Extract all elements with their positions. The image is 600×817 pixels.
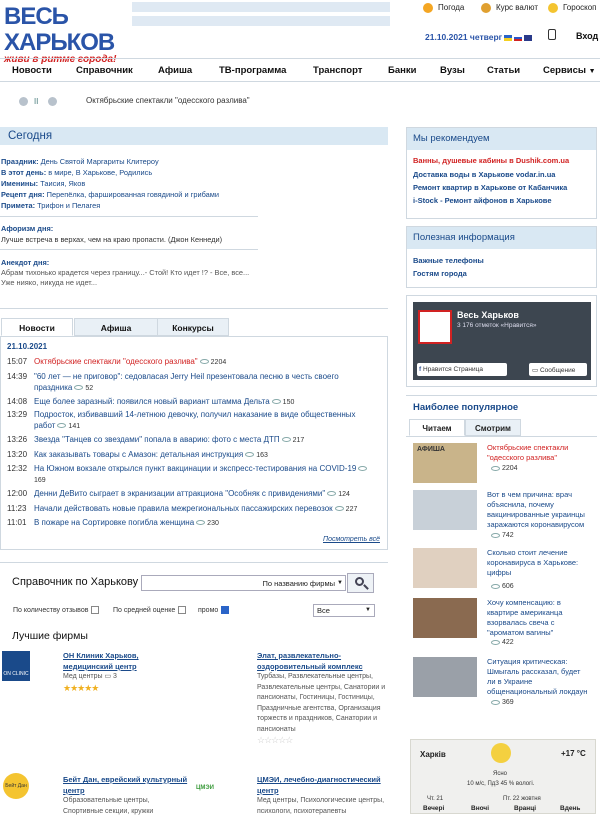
horoscope-link[interactable]: Гороскоп [548, 3, 597, 13]
weather-details: 10 м/с, ПдЗ 45 % вологі. [467, 781, 535, 787]
popular-title[interactable]: Сколько стоит лечение коронавируса в Харькове: цифры [487, 548, 579, 577]
weather-temp: +17 °C [561, 749, 586, 758]
thumbnail[interactable] [413, 490, 477, 530]
today-row: Именины: Таисия, Яков [1, 179, 86, 188]
news-headline[interactable]: Подросток, избивавший 14-летнюю девочку, получил наказание в виде общественных работ 141 [34, 410, 356, 430]
tab-news[interactable]: Новости [1, 318, 73, 336]
weather-widget[interactable] [410, 739, 596, 814]
flag-ua-icon[interactable] [504, 35, 512, 41]
view-count: 150 [282, 399, 295, 406]
recommend-link[interactable]: Доставка воды в Харькове vodar.in.ua [413, 170, 556, 179]
nav-directory[interactable]: Справочник [76, 65, 133, 76]
news-headline[interactable]: Октябрьские спектакли "одесского разлива" 2204 [34, 357, 227, 366]
news-time: 12:32 [7, 464, 28, 473]
flag-ru-icon[interactable] [514, 35, 522, 41]
eye-icon [282, 437, 291, 442]
firm-name[interactable]: Элат, развлекательно-оздоровительный комплекс [257, 651, 363, 671]
eye-icon [272, 399, 281, 404]
news-headline[interactable]: Начали действовать новые правила межрегиональных пассажирских перевозок 227 [34, 504, 358, 513]
popular-item[interactable] [413, 657, 593, 706]
view-count: 2204 [210, 359, 227, 366]
today-row: Праздник: День Святой Маргариты Клитерoу [1, 157, 159, 166]
eye-icon [57, 423, 66, 428]
today-row: Рецепт дня: Перепёлка, фаршированная говядиной и грибами [1, 190, 219, 199]
view-count: 141 [68, 423, 81, 430]
useful-title: Полезная информация [407, 227, 596, 249]
eye-icon [358, 466, 367, 471]
firm-name[interactable]: Бейт Дан, еврейский культурный центр [63, 775, 188, 795]
popular-item[interactable] [413, 490, 593, 539]
message-icon: ▭ [532, 367, 539, 374]
fb-like-button[interactable]: f Нравится Страница [417, 363, 507, 376]
weather-part: Вранці [514, 805, 537, 812]
news-time: 13:20 [7, 450, 28, 459]
firm-logo[interactable]: ЦМЭИ [196, 785, 214, 791]
anecdote-label: Анекдот дня: [1, 258, 50, 267]
chevron-down-icon: ▼ [337, 580, 343, 586]
thumbnail[interactable] [413, 548, 477, 588]
nav-tv[interactable]: ТВ-программа [219, 65, 287, 76]
ticker-next-icon[interactable] [48, 97, 57, 106]
thumbnail[interactable] [413, 598, 477, 638]
eye-icon [491, 700, 500, 705]
filter-reviews[interactable]: По количеству отзывов [13, 606, 99, 614]
directory-search-input[interactable] [141, 575, 346, 591]
avatar[interactable] [418, 310, 452, 344]
useful-link[interactable]: Гостям города [413, 269, 467, 278]
anecdote-text: Абрам тихонько крадется через границу...- Стой! Кто идет !? - Все, все... Уже нияко, никуда не идет... [1, 268, 250, 287]
eye-icon [491, 533, 500, 538]
logo-slogan: живи в ритме города! [4, 54, 117, 65]
chevron-down-icon: ▼ [365, 607, 371, 613]
eye-icon [335, 506, 344, 511]
fb-page-name[interactable]: Весь Харьков [457, 310, 519, 320]
divider [0, 216, 258, 217]
eye-icon [491, 466, 500, 471]
firm-categories: Мед центры, Психологические центры, психологи, психотерапевты [257, 797, 385, 815]
popular-item[interactable] [413, 548, 593, 592]
recommend-link[interactable]: i-Stock - Ремонт айфонов в Харькове [413, 196, 552, 205]
nav-news[interactable]: Новости [12, 65, 52, 76]
firm-card [63, 651, 183, 693]
recommend-link[interactable]: Ремонт квартир в Харькове от Кабанчика [413, 183, 568, 192]
tab-contests[interactable]: Конкурсы [157, 318, 229, 336]
login-link[interactable]: Вход [576, 31, 599, 41]
news-headline[interactable]: Еще более заразный: появился новый вариант штамма Дельта 150 [34, 397, 295, 406]
nav-articles[interactable]: Статьи [487, 65, 521, 76]
ticker-pause-icon[interactable]: II [34, 97, 39, 106]
weather-day: Пт. 22 жовтня [503, 796, 541, 802]
facebook-widget[interactable] [413, 302, 591, 380]
horoscope-icon [548, 3, 558, 13]
divider [0, 249, 258, 250]
logo-text: ВЕСЬ ХАРЬКОВ [4, 3, 115, 56]
category-select[interactable]: Все ▼ [313, 604, 375, 617]
firm-logo[interactable]: Бейт Дан [3, 773, 29, 799]
weather-day: Чт. 21 [427, 796, 444, 802]
checkbox[interactable] [221, 606, 229, 614]
aphorism-label: Афоризм дня: [1, 224, 54, 233]
weather-city: Харків [420, 750, 446, 759]
useful-link[interactable]: Важные телефоны [413, 256, 484, 265]
weather-part: Вдень [560, 805, 581, 812]
popular-title[interactable]: Ситуация критическая: Шмыгаль рассказал, будет ли в Украине общенациональный локдаун [487, 657, 588, 696]
site-logo[interactable] [4, 3, 134, 65]
popular-title[interactable]: Хочу компенсацию: в квартире американца взорвалась свеча с "ароматом вагины" [487, 598, 563, 637]
news-time: 11:23 [7, 504, 27, 513]
eye-icon [200, 359, 209, 364]
view-count: 227 [345, 506, 358, 513]
currency-link[interactable]: Курс валют [481, 3, 538, 13]
thumbnail-label: АФИША [417, 446, 445, 453]
news-headline[interactable]: В пожаре на Сортировке погибла женщина 230 [34, 518, 219, 527]
sun-icon [491, 743, 511, 763]
see-all-link[interactable]: Посмотреть всё [323, 536, 380, 543]
popular-title[interactable]: Вот в чем причина: врач объяснила, почему вакцинированные украинцы заражаются коронавирусом [487, 490, 585, 529]
header-strip [132, 2, 390, 12]
coin-icon [481, 3, 491, 13]
news-time: 14:08 [7, 397, 28, 406]
tab-watching[interactable]: Смотрим [465, 419, 521, 436]
firm-card [257, 651, 387, 746]
news-time: 13:26 [7, 435, 28, 444]
view-count: 742 [489, 532, 514, 539]
eye-icon [74, 385, 83, 390]
firm-name[interactable]: ОН Клиник Харьков, медицинский центр [63, 651, 139, 671]
firm-name[interactable]: ЦМЭИ, лечебно-диагностический центр [257, 775, 381, 795]
eye-icon [327, 491, 336, 496]
firm-categories: Мед центры [63, 673, 103, 680]
nav-transport[interactable]: Транспорт [313, 65, 363, 76]
search-mode-select[interactable]: По названию фирмы [262, 579, 335, 588]
today-panel [0, 127, 388, 145]
popular-title[interactable]: Октябрьские спектакли "одесского разлива" [487, 443, 569, 462]
aphorism-text: Лучше встреча в верхах, чем на краю пропасти. (Джон Кеннеди) [1, 235, 223, 244]
popular-title: Наиболее популярное [413, 402, 519, 413]
news-headline[interactable]: На Южном вокзале открылся пункт вакцинации и экспресс-тестирования на COVID-19169 [34, 463, 376, 486]
news-time: 15:07 [7, 357, 28, 366]
view-count: 163 [256, 452, 268, 459]
news-headline[interactable]: Звезда "Танцев со звездами" попала в аварию: фото с места ДТП 217 [34, 435, 305, 444]
firm-card [257, 775, 387, 817]
nav-banks[interactable]: Банки [388, 65, 417, 76]
news-time: 11:01 [7, 518, 27, 527]
news-date: 21.10.2021 [7, 342, 48, 351]
news-time: 14:39 [7, 372, 28, 381]
today-row: Примета: Трифон и Пелагея [1, 201, 101, 210]
nav-universities[interactable]: Вузы [440, 65, 465, 76]
firm-card [63, 775, 188, 817]
view-count: 422 [489, 639, 514, 646]
weather-part: Вечері [423, 805, 445, 812]
checkbox[interactable] [91, 606, 99, 614]
header-strip [132, 16, 390, 26]
news-time: 13:29 [7, 410, 28, 419]
view-count: 606 [489, 583, 514, 590]
nav-services[interactable]: Сервисы ▼ [543, 65, 596, 76]
tab-reading[interactable]: Читаем [409, 419, 465, 436]
filter-rating[interactable]: По средней оценке [113, 606, 186, 614]
eye-icon [196, 520, 205, 525]
thumbnail[interactable] [413, 657, 477, 697]
eye-icon [491, 640, 500, 645]
weather-link[interactable]: Погода [423, 3, 464, 13]
divider [0, 308, 388, 309]
fb-message-button[interactable]: ▭ Сообщение [529, 363, 587, 376]
flag-uk-icon[interactable] [524, 35, 532, 41]
news-headline[interactable]: "60 лет — не приговор": седовласая Jerry Heil презентовала песню в честь своего праздника 52 [34, 372, 339, 392]
recommend-link[interactable]: Ванны, душевые кабины в Dushik.com.ua [413, 156, 570, 165]
filter-promo[interactable]: промо [198, 606, 229, 614]
firm-categories: Турбазы, Развлекательные центры, Развлекательные центры, Санатории и пансионаты, Гостиницы, Гостиницы, Праздничные агентства, Организация торжеств и праздников, Санатории и пансионаты [257, 673, 386, 733]
view-count: 169 [34, 477, 46, 484]
view-count: 124 [338, 491, 350, 498]
recommend-title: Мы рекомендуем [407, 128, 596, 150]
main-nav [0, 58, 600, 82]
checkbox[interactable] [178, 606, 186, 614]
tab-afisha[interactable]: Афиша [74, 318, 158, 336]
chevron-down-icon: ▼ [588, 68, 596, 75]
review-count: 3 [113, 673, 117, 680]
divider [0, 562, 388, 563]
mobile-icon[interactable] [548, 29, 556, 40]
thumbnail[interactable] [413, 443, 477, 483]
firm-rating: ★★★★★ [63, 682, 99, 693]
weather-desc: Ясно [493, 771, 507, 777]
nav-afisha[interactable]: Афиша [158, 65, 193, 76]
news-headline[interactable]: Денни ДеВито сыграет в экранизации аттракциона "Особняк с привидениями" 124 [34, 489, 350, 498]
current-date: 21.10.2021 четверг [425, 32, 532, 42]
view-count: 52 [85, 385, 94, 392]
eye-icon [491, 584, 500, 589]
news-time: 12:00 [7, 489, 28, 498]
comment-icon: ▭ [104, 673, 112, 680]
popular-item[interactable] [413, 443, 593, 487]
view-count: 369 [489, 699, 514, 706]
view-count: 217 [292, 437, 305, 444]
fb-followers: 3 176 отметок «Нравится» [457, 322, 537, 329]
ticker-prev-icon[interactable] [19, 97, 28, 106]
popular-item[interactable] [413, 598, 593, 646]
today-title: Сегодня [0, 127, 388, 145]
best-firms-title: Лучшие фирмы [12, 630, 88, 642]
firm-logo[interactable]: ON CLINIC [2, 651, 30, 681]
today-row: В этот день: в мире, В Харькове, Родились [1, 168, 153, 177]
directory-title: Справочник по Харькову [12, 576, 139, 588]
view-count: 2204 [489, 465, 518, 472]
weather-part: Вночі [471, 805, 490, 812]
firm-categories: Образовательные центры, Спортивные секции, кружки [63, 797, 154, 815]
firm-rating: ☆☆☆☆☆ [257, 735, 293, 745]
sun-icon [423, 3, 433, 13]
ticker-text[interactable]: Октябрьские спектакли "одесского разлива" [86, 96, 250, 105]
search-button[interactable] [347, 573, 374, 593]
facebook-icon: f [419, 366, 422, 373]
news-headline[interactable]: Как заказывать товары с Амазон: детальная инструкция 163 [34, 450, 268, 459]
view-count: 230 [207, 520, 219, 527]
eye-icon [245, 452, 254, 457]
